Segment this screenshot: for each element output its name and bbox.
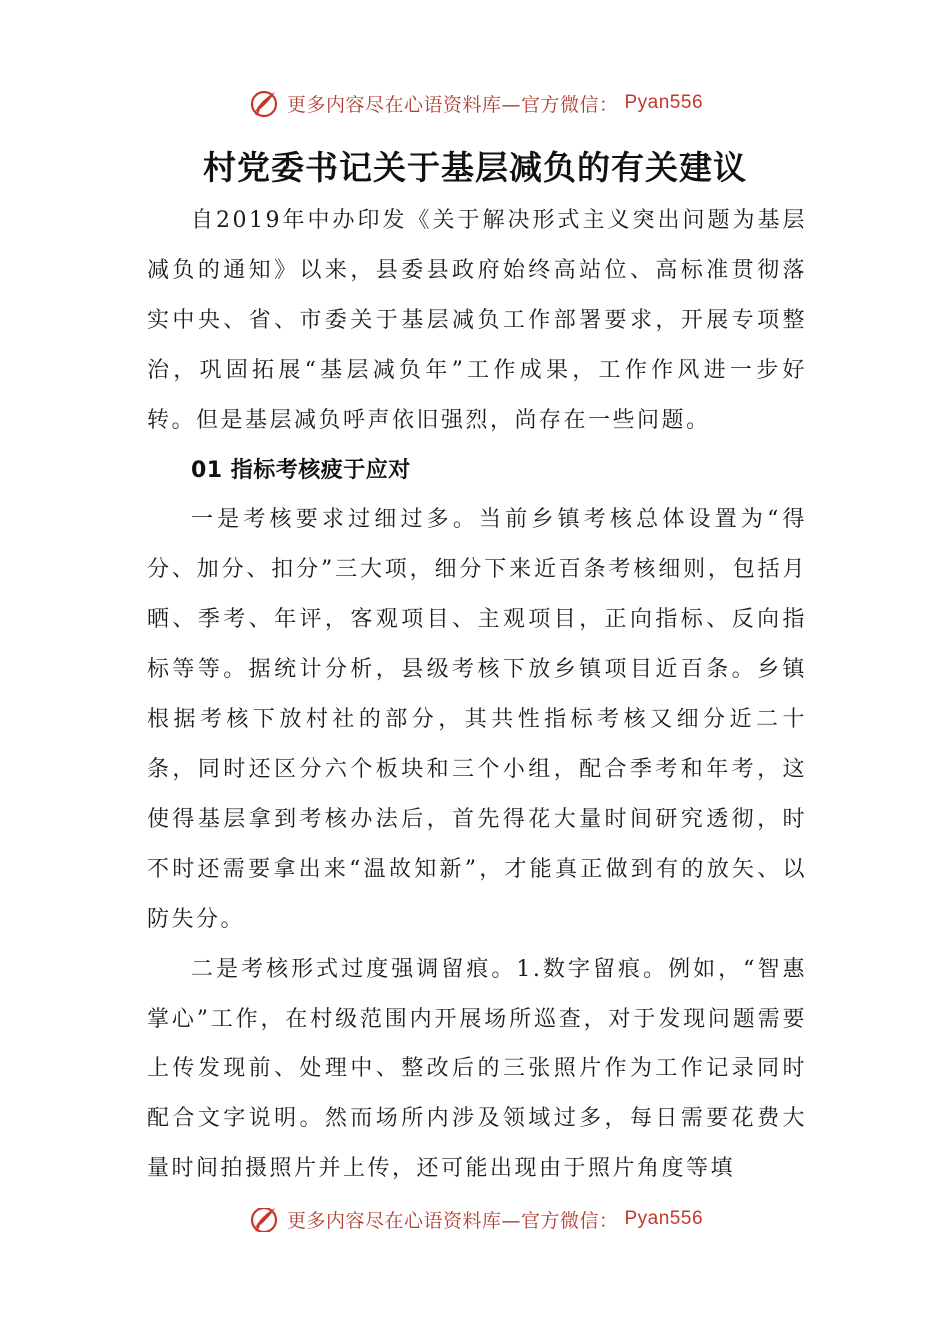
document-title: 村党委书记关于基层减负的有关建议 [203, 148, 747, 187]
body-paragraph-2: 二是考核形式过度强调留痕。1.数字留痕。例如，“智惠掌心”工作，在村级范围内开展场所巡查，对于发现问题需要上传发现前、处理中、整改后的三张照片作为工作记录同时配合文字说明。然而场所内涉及领域过多，每日需要花费大量时间拍摄照片并上传，还可能出现由于照片角度等填 [147, 956, 807, 1182]
watermark-account: Pyan556 [624, 92, 704, 113]
watermark-text: 更多内容尽在心语资料库—官方微信： [286, 93, 619, 116]
section-heading: 01 指标考核疲于应对 [191, 457, 411, 483]
body-paragraph-1: 一是考核要求过细过多。当前乡镇考核总体设置为“得分、加分、扣分”三大项，细分下来近百条考核细则，包括月晒、季考、年评，客观项目、主观项目，正向指标、反向指标等等。据统计分析，县级考核下放乡镇项目近百条。乡镇根据考核下放村社的部分，其共性指标考核又细分近二十条，同时还区分六个板块和三个小组，配合季考和年考，这使得基层拿到考核办法后，首先得花大量时间研究透彻，时不时还需要拿出来“温故知新”，才能真正做到有的放矢、以防失分。 [147, 507, 807, 932]
watermark-text: 更多内容尽在心语资料库—官方微信： [286, 1209, 619, 1232]
quill-pen-logo-icon [247, 86, 281, 120]
watermark-account: Pyan556 [624, 1208, 704, 1229]
watermark-header [0, 86, 950, 120]
quill-pen-logo-icon [247, 1208, 281, 1232]
watermark-footer [0, 1208, 950, 1232]
document-body [147, 196, 807, 1194]
intro-paragraph: 自2019年中办印发《关于解决形式主义突出问题为基层减负的通知》以来，县委县政府始终高站位、高标准贯彻落实中央、省、市委关于基层减负工作部署要求，开展专项整治，巩固拓展“基层减负年”工作成果，工作作风进一步好转。但是基层减负呼声依旧强烈，尚存在一些问题。 [147, 208, 807, 433]
